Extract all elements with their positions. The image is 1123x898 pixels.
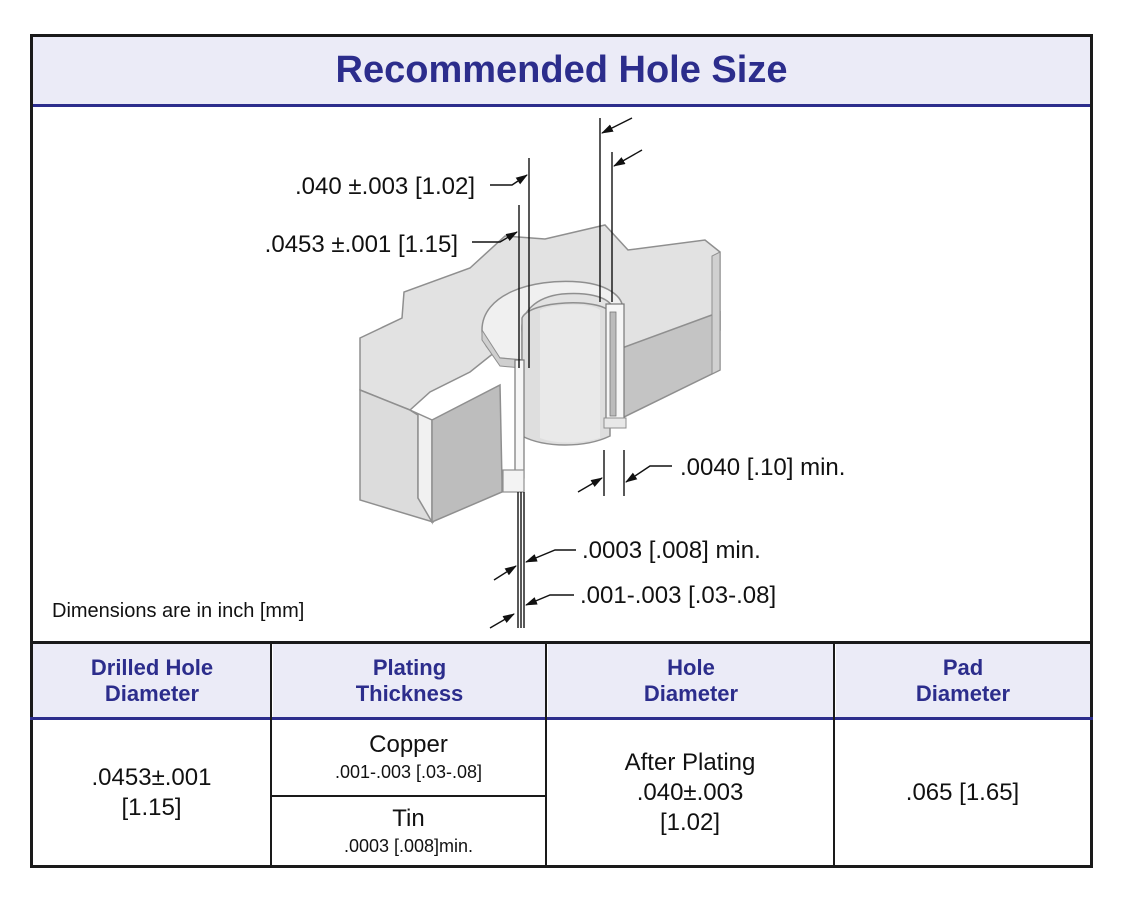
hole-size-table (30, 641, 1093, 868)
copper-thickness-callout: .001-.003 [.03-.08] (580, 582, 777, 609)
page-title: Recommended Hole Size (335, 49, 788, 91)
tin-plating-cell: Tin .0003 [.008]min. (343, 805, 474, 856)
header-pad-diameter: Pad Diameter (836, 644, 1090, 717)
hole-diameter-value-cell: After Plating .040±.003 [1.02] (624, 748, 756, 836)
pad-ring-callout: .0040 [.10] min. (680, 454, 846, 481)
tin-thickness-callout: .0003 [.008] min. (582, 537, 761, 564)
header-plating-thickness: Plating Thickness (273, 644, 546, 717)
drilled-hole-value-cell: .0453±.001 [1.15] (91, 763, 212, 821)
pad-diameter-value-cell: .065 [1.65] (905, 778, 1020, 806)
pcb-block (360, 225, 720, 522)
header-hole-diameter: Hole Diameter (548, 644, 834, 717)
copper-plating-cell: Copper .001-.003 [.03-.08] (334, 731, 483, 782)
left-plating-wall (515, 360, 524, 478)
header-drilled-hole-diameter: Drilled Hole Diameter (33, 644, 271, 717)
drilled-diameter-callout: .0453 ±.001 [1.15] (264, 231, 458, 258)
hole-diameter-callout: .040 ±.003 [1.02] (295, 173, 475, 200)
units-note: Dimensions are in inch [mm] (52, 600, 305, 622)
board-front-face (432, 385, 502, 522)
